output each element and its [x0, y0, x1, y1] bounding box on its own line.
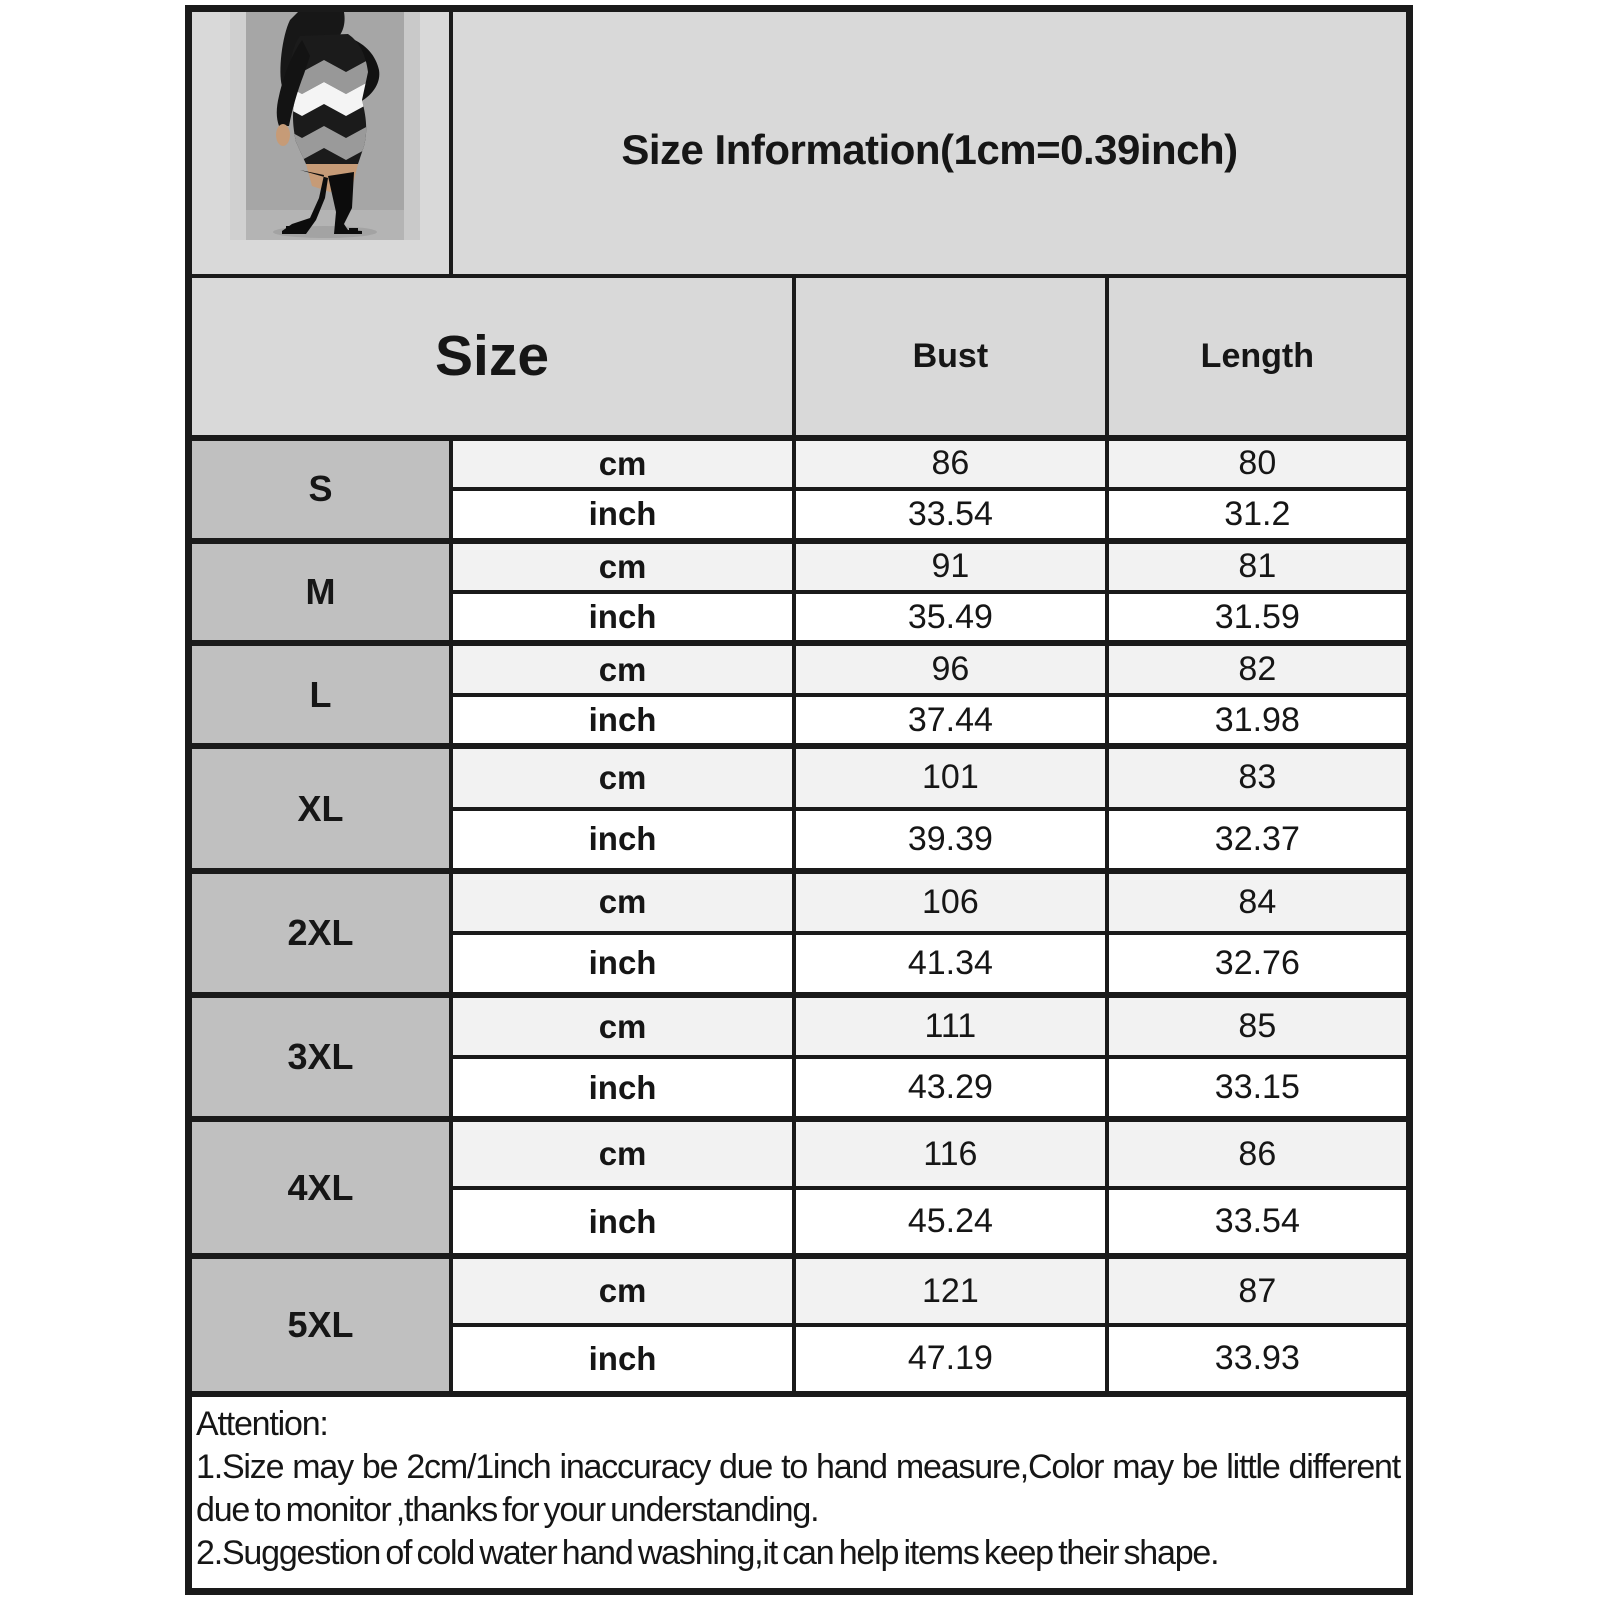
bust-inch-value: 43.29: [794, 1057, 1107, 1119]
attention-heading: Attention:: [196, 1404, 328, 1443]
unit-cell-cm: cm: [451, 995, 794, 1057]
bust-inch-value: 47.19: [794, 1325, 1107, 1394]
product-photo-icon: [230, 12, 420, 240]
table-row-XL-cm: [189, 746, 1410, 808]
length-inch-value: 31.2: [1107, 489, 1410, 540]
unit-cell-inch: inch: [451, 809, 794, 871]
size-cell-4XL: 4XL: [189, 1119, 452, 1256]
bust-inch-value: 33.54: [794, 489, 1107, 540]
unit-cell-inch: inch: [451, 1057, 794, 1119]
bust-inch-value: 41.34: [794, 933, 1107, 995]
length-cm-value: 81: [1107, 541, 1410, 592]
length-cm-value: 84: [1107, 871, 1410, 933]
length-column-header: Length: [1107, 276, 1410, 438]
product-photo-cell: [189, 9, 452, 276]
bust-inch-value: 39.39: [794, 809, 1107, 871]
table-row-3XL-cm: [189, 995, 1410, 1057]
unit-cell-cm: cm: [451, 871, 794, 933]
attention-note-2: 2.Suggestion of cold water hand washing,it can help items keep their shape.: [196, 1533, 1219, 1572]
attention-row: [189, 1394, 1410, 1592]
length-cm-value: 85: [1107, 995, 1410, 1057]
size-rows-body: [189, 438, 1410, 1394]
table-row-L-cm: [189, 643, 1410, 694]
table-row-S-cm: [189, 438, 1410, 489]
size-cell-XL: XL: [189, 746, 452, 870]
unit-cell-cm: cm: [451, 1119, 794, 1188]
column-header-row: [189, 276, 1410, 438]
length-inch-value: 33.15: [1107, 1057, 1410, 1119]
length-inch-value: 33.93: [1107, 1325, 1410, 1394]
unit-cell-inch: inch: [451, 1188, 794, 1257]
length-inch-value: 31.98: [1107, 695, 1410, 746]
size-cell-2XL: 2XL: [189, 871, 452, 995]
bust-cm-value: 121: [794, 1256, 1107, 1325]
unit-cell-inch: inch: [451, 695, 794, 746]
unit-cell-cm: cm: [451, 541, 794, 592]
table-row-2XL-cm: [189, 871, 1410, 933]
size-cell-L: L: [189, 643, 452, 746]
bust-inch-value: 45.24: [794, 1188, 1107, 1257]
size-table: [185, 5, 1413, 1595]
bust-inch-value: 35.49: [794, 592, 1107, 643]
size-cell-M: M: [189, 541, 452, 644]
unit-cell-cm: cm: [451, 1256, 794, 1325]
unit-cell-inch: inch: [451, 489, 794, 540]
unit-cell-inch: inch: [451, 933, 794, 995]
bust-cm-value: 111: [794, 995, 1107, 1057]
length-inch-value: 32.37: [1107, 809, 1410, 871]
bust-cm-value: 116: [794, 1119, 1107, 1188]
bust-cm-value: 91: [794, 541, 1107, 592]
bust-cm-value: 86: [794, 438, 1107, 489]
unit-cell-inch: inch: [451, 592, 794, 643]
bust-cm-value: 96: [794, 643, 1107, 694]
length-inch-value: 31.59: [1107, 592, 1410, 643]
size-chart-sheet: [185, 5, 1413, 1595]
size-cell-3XL: 3XL: [189, 995, 452, 1119]
length-cm-value: 83: [1107, 746, 1410, 808]
length-inch-value: 32.76: [1107, 933, 1410, 995]
unit-cell-inch: inch: [451, 1325, 794, 1394]
attention-note-1: 1.Size may be 2cm/1inch inaccuracy due to hand measure,Color may be little different due to monitor ,thanks for your understanding.: [196, 1447, 1400, 1529]
length-cm-value: 86: [1107, 1119, 1410, 1188]
table-row-5XL-cm: [189, 1256, 1410, 1325]
size-cell-S: S: [189, 438, 452, 541]
image-title-row: [189, 9, 1410, 276]
table-row-4XL-cm: [189, 1119, 1410, 1188]
size-column-header: Size: [189, 276, 795, 438]
length-cm-value: 87: [1107, 1256, 1410, 1325]
bust-inch-value: 37.44: [794, 695, 1107, 746]
unit-cell-cm: cm: [451, 746, 794, 808]
length-cm-value: 80: [1107, 438, 1410, 489]
bust-cm-value: 101: [794, 746, 1107, 808]
length-inch-value: 33.54: [1107, 1188, 1410, 1257]
page-title: Size Information(1cm=0.39inch): [451, 9, 1410, 276]
unit-cell-cm: cm: [451, 438, 794, 489]
length-cm-value: 82: [1107, 643, 1410, 694]
table-row-M-cm: [189, 541, 1410, 592]
attention-cell: [189, 1394, 1410, 1592]
size-cell-5XL: 5XL: [189, 1256, 452, 1393]
bust-cm-value: 106: [794, 871, 1107, 933]
bust-column-header: Bust: [794, 276, 1107, 438]
unit-cell-cm: cm: [451, 643, 794, 694]
